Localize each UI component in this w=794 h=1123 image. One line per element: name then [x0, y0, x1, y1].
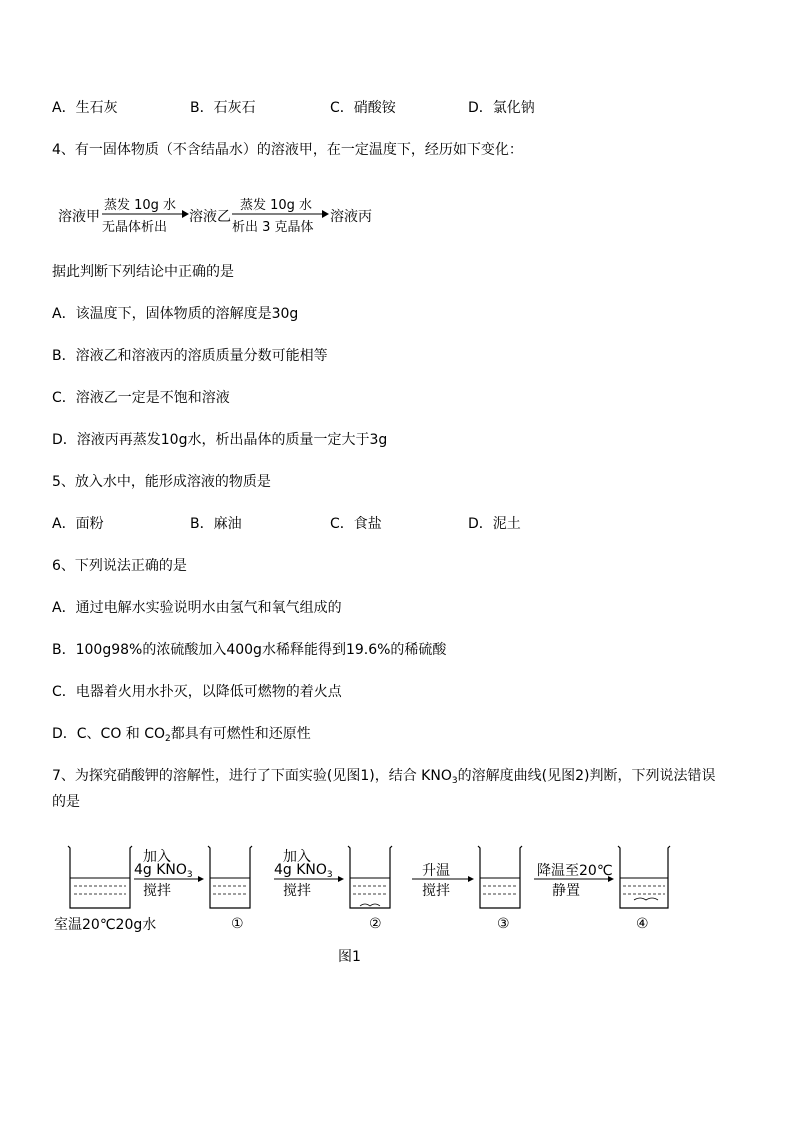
beaker-icon: [478, 846, 522, 908]
q6-option-b: B．100g98%的浓硫酸加入400g水稀释能得到19.6%的稀硫酸: [52, 642, 447, 658]
beaker-icon: [68, 846, 132, 908]
q6-stem: 6、下列说法正确的是: [52, 558, 187, 574]
q4-prompt: 据此判断下列结论中正确的是: [52, 264, 234, 280]
beaker-label-0: 室温20℃20g水: [54, 917, 157, 933]
q6-option-a: A．通过电解水实验说明水由氢气和氧气组成的: [52, 600, 342, 616]
crystal-icon: [634, 898, 658, 900]
arrow-2-top1: 加入: [283, 849, 311, 865]
q4-option-a: A．该温度下，固体物质的溶解度是30g: [52, 306, 299, 322]
q5-option-b: B．麻油: [190, 516, 242, 532]
q3-option-a: A．生石灰: [52, 100, 118, 116]
crystal-icon: [360, 904, 380, 906]
arrow-head-icon: [338, 876, 344, 882]
arrow-head-icon: [468, 876, 474, 882]
beaker-icon: [348, 846, 392, 908]
q4-option-b: B．溶液乙和溶液丙的溶质质量分数可能相等: [52, 348, 328, 364]
arrow-3-top: 升温: [422, 863, 450, 879]
q4-stem: 4、有一固体物质（不含结晶水）的溶液甲，在一定温度下，经历如下变化：: [52, 142, 523, 158]
arrow-2-bottom: 搅拌: [283, 883, 311, 899]
figure-caption: 图1: [338, 949, 361, 965]
arrow-4-top: 降温至20℃: [537, 863, 613, 879]
flow-step2-bottom: 析出 3 克晶体: [232, 220, 314, 235]
q4-option-c: C．溶液乙一定是不饱和溶液: [52, 390, 230, 406]
beaker-icon: [618, 846, 670, 908]
beaker-label-2: ②: [369, 916, 382, 932]
arrow-head-icon: [182, 210, 189, 218]
flow-arrows: [0, 0, 400, 240]
q3-option-d: D．氯化钠: [468, 100, 535, 116]
q3-option-c: C．硝酸铵: [330, 100, 396, 116]
q5-stem: 5、放入水中，能形成溶液的物质是: [52, 474, 271, 490]
q4-option-d: D．溶液丙再蒸发10g水，析出晶体的质量一定大于3g: [52, 432, 388, 448]
flow-step2-top: 蒸发 10g 水: [240, 198, 313, 213]
q6-option-c: C．电器着火用水扑灭，以降低可燃物的着火点: [52, 684, 342, 700]
q5-option-c: C．食盐: [330, 516, 382, 532]
q3-option-b: B．石灰石: [190, 100, 256, 116]
arrow-1-top2: 4g $KNO_3$: [134, 862, 193, 880]
arrow-2-top2: 4g $KNO_3$: [274, 862, 333, 880]
beaker-label-3: ③: [497, 916, 510, 932]
q5-option-d: D．泥土: [468, 516, 521, 532]
arrow-4-bottom: 静置: [552, 883, 580, 899]
q5-option-a: A．面粉: [52, 516, 104, 532]
beaker-icon: [208, 846, 252, 908]
beaker-label-4: ④: [636, 916, 649, 932]
q7-stem: 7、为探究硝酸钾的溶解性，进行了下面实验(见图1)，结合 $KNO_3$的溶解度曲线(见图2)判断，下列说法错误: [52, 768, 716, 786]
flow-step1-bottom: 无晶体析出: [102, 220, 168, 235]
q6-option-d: D．C、CO 和 $CO_2$都具有可燃性和还原性: [52, 726, 311, 744]
flow-end: 溶液丙: [330, 209, 372, 225]
flow-step1-top: 蒸发 10g 水: [104, 198, 177, 213]
arrow-head-icon: [322, 210, 329, 218]
arrow-1-bottom: 搅拌: [143, 883, 171, 899]
arrow-3-bottom: 搅拌: [422, 883, 450, 899]
flow-mid: 溶液乙: [189, 209, 231, 225]
beaker-label-1: ①: [231, 916, 244, 932]
q7-stem-line2: 的是: [52, 794, 80, 810]
arrow-head-icon: [198, 876, 204, 882]
arrow-1-top1: 加入: [143, 849, 171, 865]
flow-start: 溶液甲: [58, 209, 100, 225]
